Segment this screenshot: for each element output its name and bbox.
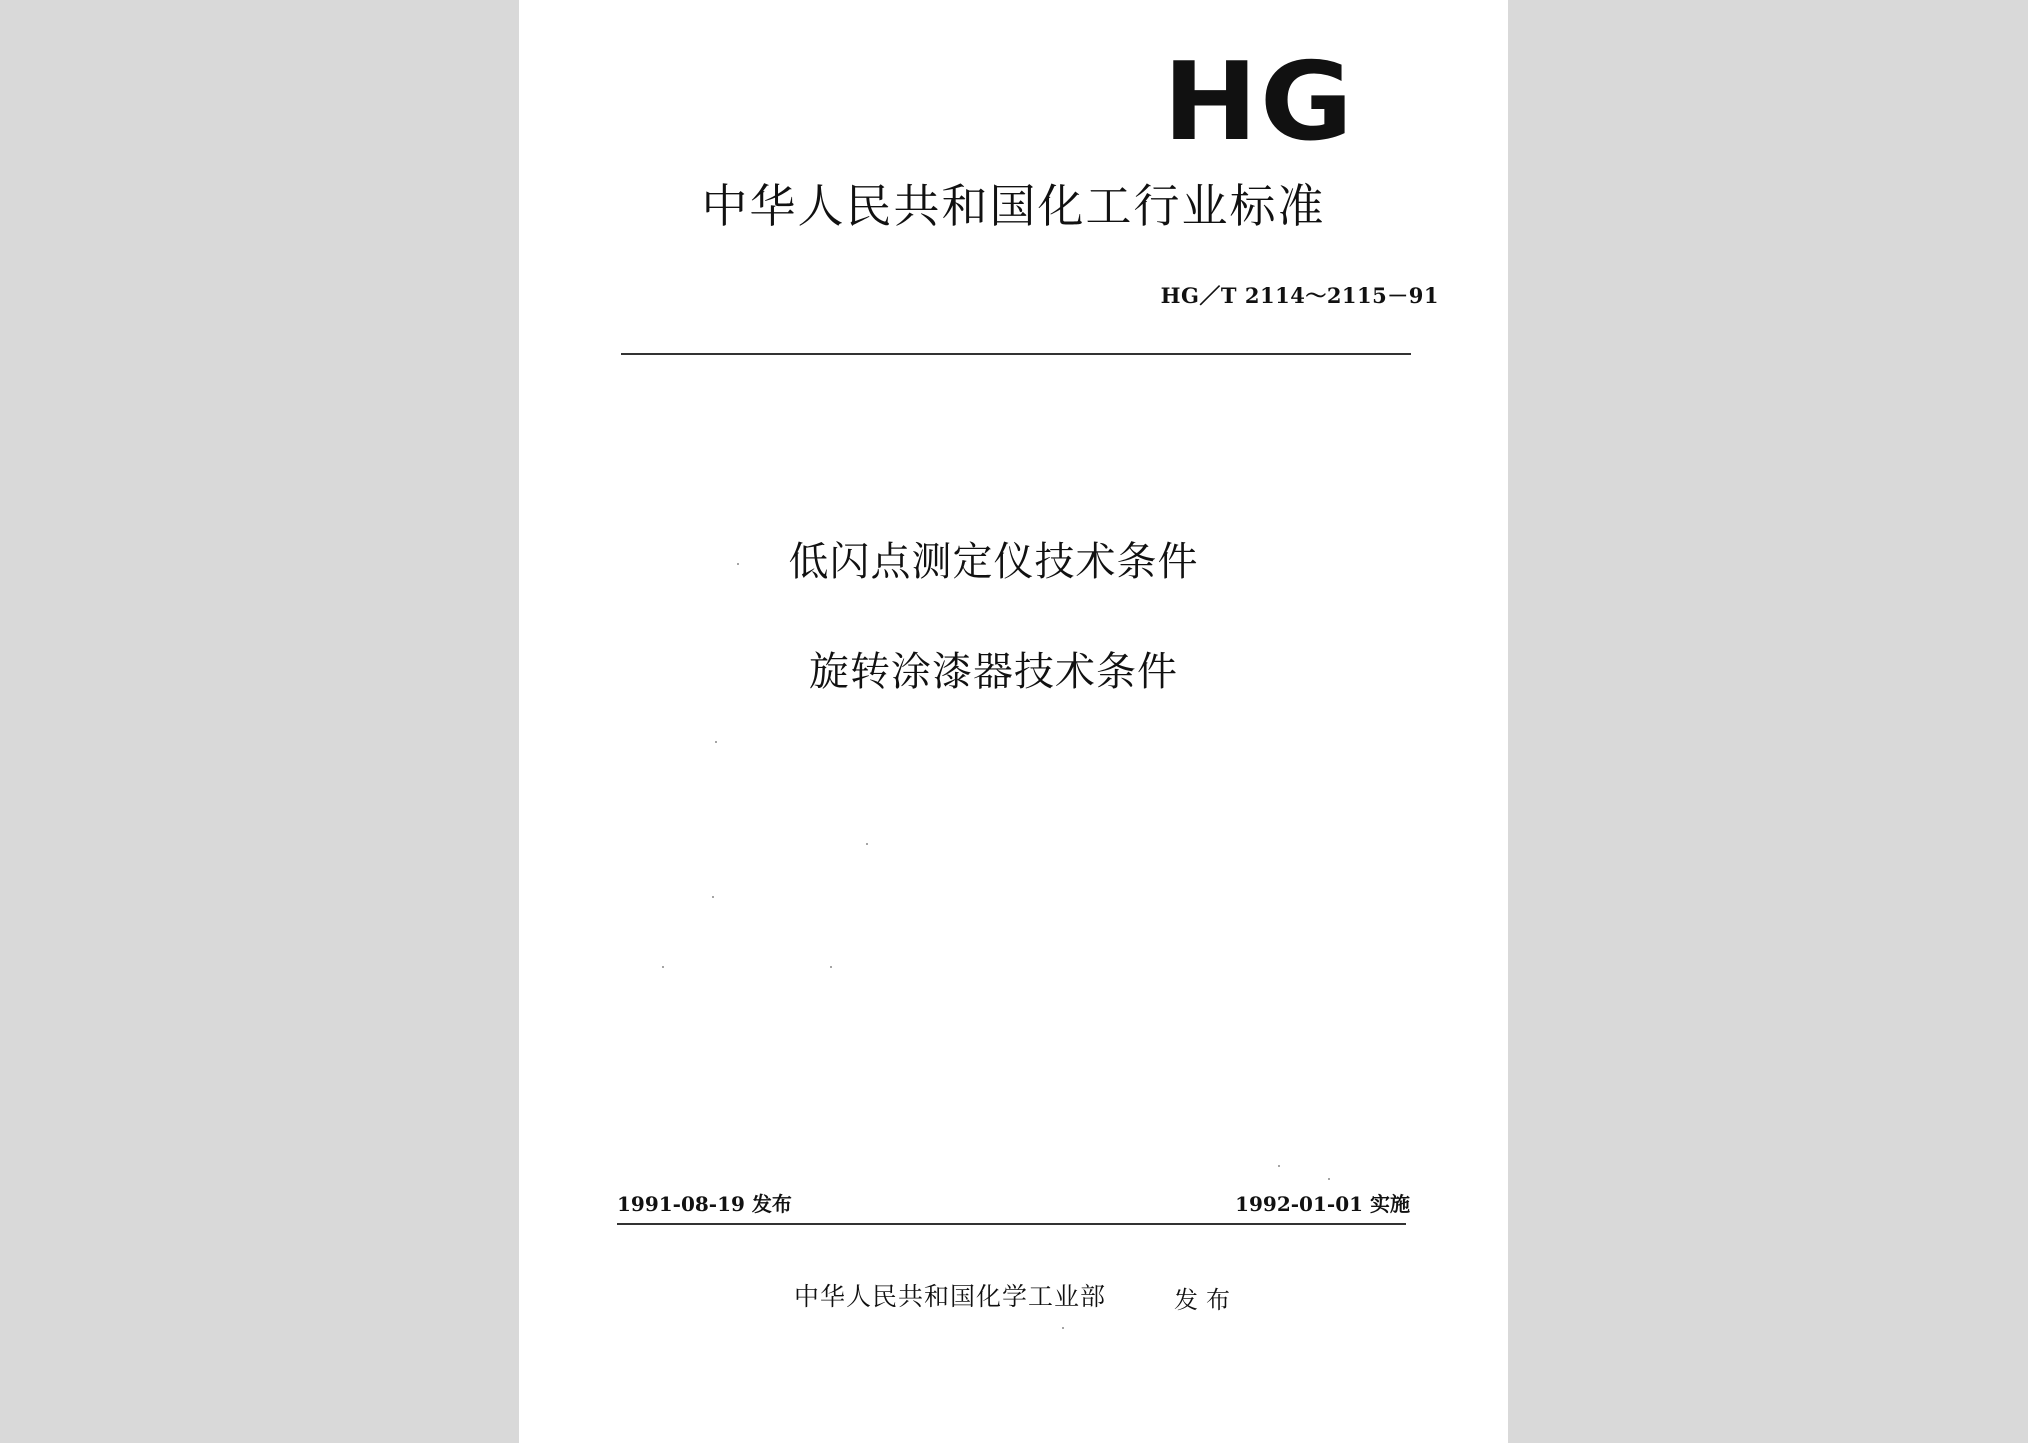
effective-date: 1992-01-01 实施 [1235,1192,1410,1216]
scan-speck [715,741,717,743]
footer-divider [617,1223,1406,1225]
scan-speck [866,843,868,845]
scan-speck [1278,1165,1280,1167]
scan-speck [662,966,664,968]
document-title-2: 旋转涂漆器技术条件 [809,649,1178,695]
document-page [519,0,1508,1443]
scan-speck [712,896,714,898]
scan-speck [1328,1178,1330,1180]
publish-label: 发布 [1174,1286,1238,1314]
header-divider [621,353,1411,355]
issue-date: 1991-08-19 发布 [617,1192,792,1216]
authority-title: 中华人民共和国化工行业标准 [701,179,1326,233]
publisher-name: 中华人民共和国化学工业部 [794,1282,1107,1311]
scan-speck [1062,1327,1064,1329]
document-title-1: 低闪点测定仪技术条件 [788,539,1199,585]
hg-logo: HG [1162,40,1356,165]
scan-speck [830,966,832,968]
scan-speck [737,563,739,565]
standard-number: HG／T 2114～2115－91 [1160,283,1439,308]
